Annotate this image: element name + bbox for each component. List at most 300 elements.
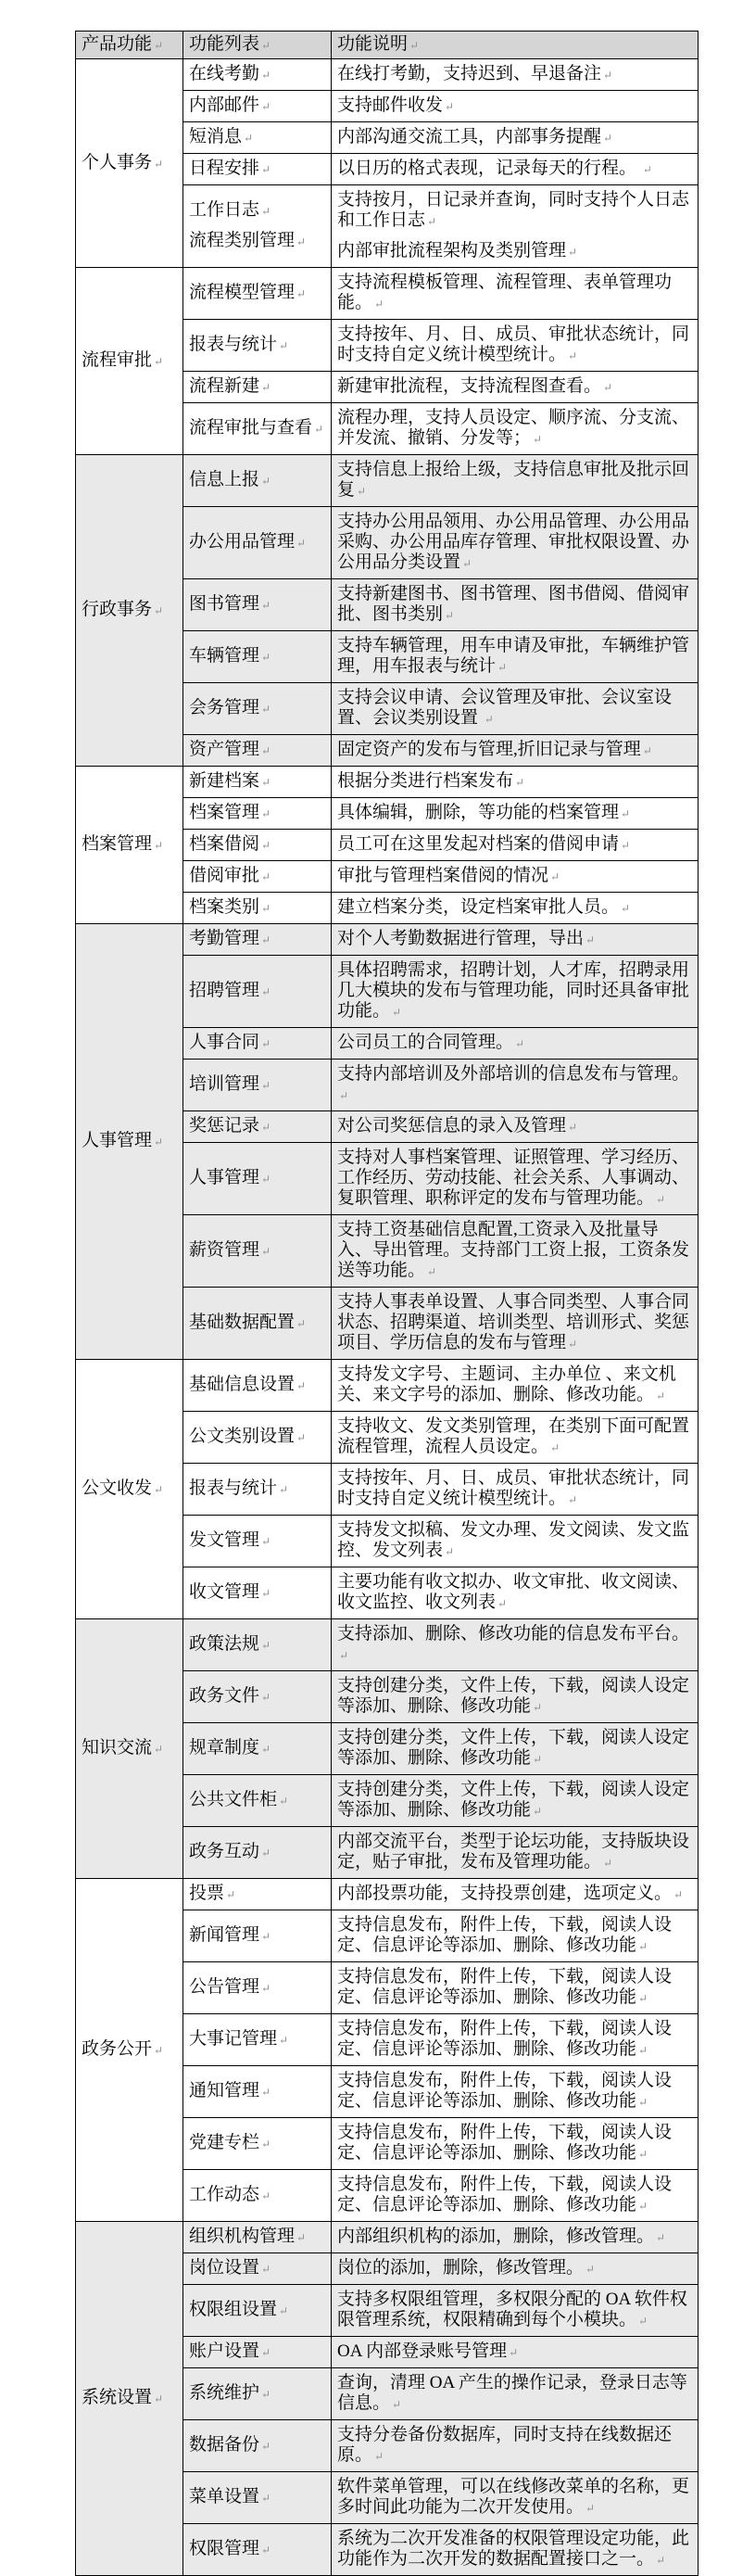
feature-name-cell <box>183 1288 332 1360</box>
paragraph-mark: ↵ <box>261 902 271 915</box>
paragraph-mark: ↵ <box>261 870 271 883</box>
feature-description <box>337 324 692 366</box>
feature-description-cell <box>332 1516 699 1567</box>
paragraph-mark: ↵ <box>642 163 652 176</box>
feature-name-cell <box>183 1464 332 1516</box>
feature-description-text: 支持发文字号、主题词、主办单位 、来文机关、来文字号的添加、删除、修改功能。 <box>337 1364 676 1404</box>
paragraph-mark: ↵ <box>261 985 271 998</box>
feature-description-text: 以日历的格式表现，记录每天的行程。 <box>337 159 641 178</box>
feature-description-text: 审批与管理档案借阅的情况 <box>337 866 549 885</box>
feature-name-text: 图书管理 <box>189 594 260 614</box>
feature-name-text: 政策法规 <box>189 1634 260 1654</box>
feature-description-cell <box>332 2118 699 2170</box>
category-cell <box>76 924 183 1360</box>
paragraph-mark: ↵ <box>568 1338 578 1351</box>
category-label-text: 个人事务 <box>82 152 153 172</box>
feature-name-text: 通知管理 <box>189 2081 260 2100</box>
feature-description-text: 在线打考勤，支持迟到、早退备注 <box>337 64 602 83</box>
feature-description <box>337 771 692 793</box>
feature-name-text: 流程新建 <box>189 376 260 396</box>
paragraph-mark: ↵ <box>296 1317 307 1330</box>
feature-description-cell <box>332 2066 699 2118</box>
feature-name-cell <box>183 631 332 683</box>
paragraph-mark: ↵ <box>533 433 543 446</box>
feature-description-text: 支持新建图书、图书管理、图书借阅、借阅审批、图书类别 <box>337 584 690 624</box>
paragraph-mark: ↵ <box>357 485 367 498</box>
feature-name <box>189 1790 325 1811</box>
feature-name-cell <box>183 1060 332 1111</box>
feature-name <box>189 470 325 491</box>
paragraph-mark: ↵ <box>261 1079 271 1092</box>
paragraph-mark: ↵ <box>568 1493 578 1506</box>
feature-name-cell <box>183 403 332 455</box>
paragraph-mark: ↵ <box>314 423 324 436</box>
table-row <box>76 59 699 91</box>
paragraph-mark: ↵ <box>261 1037 271 1050</box>
feature-description-cell <box>332 59 699 91</box>
paragraph-mark: ↵ <box>261 1535 271 1548</box>
category-label <box>82 350 177 372</box>
feature-description-cell <box>332 767 699 798</box>
paragraph-mark: ↵ <box>568 246 578 259</box>
paragraph-mark: ↵ <box>261 807 271 820</box>
table-row <box>76 1879 699 1910</box>
header-function-description-label: 功能说明 <box>337 34 409 54</box>
feature-name-text: 规章制度 <box>189 1738 260 1758</box>
table-row <box>76 455 699 507</box>
paragraph-mark: ↵ <box>568 349 578 362</box>
paragraph-mark: ↵ <box>392 2398 402 2411</box>
feature-description <box>337 1064 692 1106</box>
feature-name-cell <box>183 1215 332 1288</box>
feature-description-text: 支持工资基础信息配置,工资录入及批量导入、导出管理。支持部门工资上报，工资条发送等功能。 <box>337 1220 690 1280</box>
feature-name-cell <box>183 122 332 154</box>
feature-name-text: 政务文件 <box>189 1686 260 1706</box>
feature-description-cell <box>332 91 699 122</box>
paragraph-mark: ↵ <box>621 807 631 820</box>
feature-name <box>189 594 325 615</box>
feature-description-text: 具体招聘需求，招聘计划，人才库，招聘录用几大模块的发布与管理功能，同时还具备审批功能。 <box>337 960 690 1021</box>
paragraph-mark: ↵ <box>261 475 271 488</box>
category-cell <box>76 767 183 924</box>
feature-description-text: 对公司奖惩信息的录入及管理 <box>337 1116 567 1136</box>
feature-description <box>337 929 692 950</box>
paragraph-mark: ↵ <box>279 1483 289 1496</box>
feature-description-cell <box>332 1879 699 1910</box>
paragraph-mark: ↵ <box>585 2502 596 2515</box>
feature-name <box>189 1634 325 1656</box>
feature-name-cell <box>183 268 332 320</box>
paragraph-mark: ↵ <box>261 651 271 664</box>
feature-description-cell <box>332 2472 699 2524</box>
feature-name-text: 菜单设置 <box>189 2487 260 2506</box>
paragraph-mark: ↵ <box>409 39 420 52</box>
feature-description-text: 固定资产的发布与管理,折旧记录与管理 <box>337 740 641 759</box>
feature-name-cell <box>183 372 332 403</box>
feature-name-text: 基础信息设置 <box>189 1375 296 1394</box>
feature-name-cell <box>183 735 332 767</box>
feature-name-cell <box>183 830 332 861</box>
feature-name-text: 内部邮件 <box>189 95 260 115</box>
feature-description-cell <box>332 1360 699 1412</box>
feature-description <box>337 803 692 824</box>
feature-name-cell <box>183 1723 332 1775</box>
feature-description-text: 支持按年、月、日、成员、审批状态统计，同时支持自定义统计模型统计。 <box>337 324 690 364</box>
feature-name-text: 工作日志 <box>189 200 260 220</box>
feature-name <box>189 231 325 252</box>
feature-description <box>337 1624 692 1666</box>
feature-description <box>337 241 692 262</box>
paragraph-mark: ↵ <box>154 1743 164 1756</box>
feature-name <box>189 1313 325 1334</box>
paragraph-mark: ↵ <box>392 1006 402 1019</box>
feature-name-text: 日程安排 <box>189 159 260 178</box>
paragraph-mark: ↵ <box>154 1483 164 1496</box>
paragraph-mark: ↵ <box>154 39 164 52</box>
paragraph-mark: ↵ <box>154 2392 164 2405</box>
feature-name-text: 资产管理 <box>189 740 260 759</box>
feature-name <box>189 376 325 398</box>
feature-description <box>337 1676 692 1718</box>
feature-name-text: 短消息 <box>189 127 243 146</box>
feature-description-text: 支持信息发布，附件上传，下载，阅读人设定、信息评论等添加、删除、修改功能 <box>337 2019 673 2059</box>
feature-description <box>337 1915 692 1957</box>
feature-description <box>337 95 692 117</box>
feature-description-text: 内部组织机构的添加，删除，修改管理。 <box>337 2227 655 2246</box>
feature-name-text: 公共文件柜 <box>189 1790 278 1809</box>
feature-name-text: 档案借阅 <box>189 834 260 854</box>
feature-description <box>337 2175 692 2216</box>
feature-name-text: 投票 <box>189 1884 225 1903</box>
feature-description-cell <box>332 2014 699 2066</box>
feature-description-text: 具体编辑，删除，等功能的档案管理 <box>337 803 620 822</box>
feature-description-cell <box>332 631 699 683</box>
feature-description-cell <box>332 455 699 507</box>
feature-name-text: 办公用品管理 <box>189 532 296 552</box>
paragraph-mark: ↵ <box>261 205 271 218</box>
feature-name <box>189 834 325 856</box>
feature-name <box>189 532 325 553</box>
feature-name-text: 档案管理 <box>189 803 260 822</box>
feature-description-cell <box>332 1910 699 1962</box>
feature-name-text: 会务管理 <box>189 698 260 717</box>
paragraph-mark: ↵ <box>261 1245 271 1258</box>
paragraph-mark: ↵ <box>261 381 271 394</box>
paragraph-mark: ↵ <box>261 1691 271 1704</box>
feature-description-text: 查询，清理 OA 产生的操作记录，登录日志等信息。 <box>337 2373 687 2413</box>
paragraph-mark: ↵ <box>509 2346 519 2359</box>
paragraph-mark: ↵ <box>261 1173 271 1186</box>
category-label-text: 行政事务 <box>82 600 153 619</box>
feature-name-cell <box>183 2066 332 2118</box>
feature-name-text: 流程类别管理 <box>189 231 296 250</box>
paragraph-mark: ↵ <box>445 609 455 622</box>
paragraph-mark: ↵ <box>497 1597 508 1610</box>
feature-name-text: 信息上报 <box>189 470 260 489</box>
feature-name-text: 车辆管理 <box>189 646 260 666</box>
feature-name <box>189 698 325 719</box>
category-label <box>82 1738 177 1759</box>
feature-description-cell <box>332 1671 699 1723</box>
paragraph-mark: ↵ <box>585 2263 596 2276</box>
feature-description <box>337 2258 692 2279</box>
feature-description <box>337 584 692 626</box>
paragraph-mark: ↵ <box>154 355 164 368</box>
paragraph-mark: ↵ <box>261 69 271 82</box>
paragraph-mark: ↵ <box>154 157 164 171</box>
paragraph-mark: ↵ <box>642 744 652 757</box>
feature-name-text: 考勤管理 <box>189 929 260 948</box>
feature-name <box>189 1925 325 1947</box>
paragraph-mark: ↵ <box>261 2263 271 2276</box>
feature-description-text: 内部交流平台，类型于论坛功能，支持版块设定，贴子审批，发布及管理功能。 <box>337 1832 690 1872</box>
feature-description-text: 支持车辆管理，用车申请及审批，车辆维护管理，用车报表与统计 <box>337 636 690 676</box>
feature-name-text: 借阅审批 <box>189 866 260 885</box>
feature-name-cell <box>183 2472 332 2524</box>
paragraph-mark: ↵ <box>603 132 613 145</box>
paragraph-mark: ↵ <box>296 235 307 248</box>
feature-description-text: 公司员工的合同管理。 <box>337 1033 514 1052</box>
paragraph-mark: ↵ <box>374 2450 384 2463</box>
feature-name-cell <box>183 154 332 185</box>
paragraph-mark: ↵ <box>261 2086 271 2099</box>
feature-description-text: 内部沟通交流工具，内部事务提醒 <box>337 127 602 146</box>
paragraph-mark: ↵ <box>603 381 613 394</box>
feature-name-text: 流程审批与查看 <box>189 418 313 438</box>
paragraph-mark: ↵ <box>296 287 307 300</box>
paragraph-mark: ↵ <box>533 1753 543 1766</box>
feature-description-text: 建立档案分类，设定档案审批人员。 <box>337 897 620 917</box>
feature-name-text: 组织机构管理 <box>189 2227 296 2246</box>
feature-description-text: 支持发文拟稿、发文办理、发文阅读、发文监控、发文列表 <box>337 1520 690 1560</box>
paragraph-mark: ↵ <box>261 776 271 789</box>
feature-description-cell <box>332 2170 699 2222</box>
paragraph-mark: ↵ <box>261 39 271 52</box>
feature-name <box>189 897 325 919</box>
feature-name-cell <box>183 507 332 579</box>
feature-description-cell <box>332 1827 699 1879</box>
feature-name <box>189 2539 325 2560</box>
category-label-text: 档案管理 <box>82 834 153 854</box>
paragraph-mark: ↵ <box>296 1431 307 1444</box>
feature-description-text: 支持分卷备份数据库，同时支持在线数据还原。 <box>337 2425 673 2465</box>
feature-name-text: 岗位设置 <box>189 2258 260 2278</box>
feature-description <box>337 273 692 314</box>
header-product-function <box>76 32 183 59</box>
table-body <box>76 59 699 2576</box>
feature-description <box>337 2529 692 2570</box>
feature-name <box>189 929 325 950</box>
feature-name-cell <box>183 1143 332 1215</box>
paragraph-mark: ↵ <box>638 1992 648 2005</box>
feature-name-cell <box>183 1111 332 1143</box>
paragraph-mark: ↵ <box>261 599 271 612</box>
feature-name-cell <box>183 767 332 798</box>
feature-name-text: 人事合同 <box>189 1033 260 1052</box>
feature-description-text: 支持信息发布，附件上传，下载，阅读人设定、信息评论等添加、删除、修改功能 <box>337 2071 673 2111</box>
feature-name-text: 招聘管理 <box>189 981 260 1000</box>
paragraph-mark: ↵ <box>226 1888 236 1901</box>
feature-name-cell <box>183 2285 332 2337</box>
feature-name-text: 公告管理 <box>189 1977 260 1997</box>
feature-name <box>189 866 325 887</box>
feature-name-text: 政务互动 <box>189 1842 260 1861</box>
category-cell <box>76 59 183 268</box>
feature-name-text: 报表与统计 <box>189 335 278 354</box>
paragraph-mark: ↵ <box>339 1649 349 1662</box>
feature-description <box>337 408 692 450</box>
feature-name-text: 发文管理 <box>189 1530 260 1550</box>
paragraph-mark: ↵ <box>533 1701 543 1714</box>
feature-name <box>189 2133 325 2154</box>
paragraph-mark: ↵ <box>638 2044 648 2057</box>
feature-name-cell <box>183 2337 332 2368</box>
feature-description-cell <box>332 2337 699 2368</box>
feature-description-cell <box>332 1567 699 1619</box>
feature-name <box>189 803 325 824</box>
feature-name-cell <box>183 2368 332 2420</box>
paragraph-mark: ↵ <box>296 537 307 550</box>
table-row <box>76 924 699 956</box>
paragraph-mark: ↵ <box>279 339 289 352</box>
feature-name <box>189 1686 325 1707</box>
category-label <box>82 2388 177 2409</box>
feature-description <box>337 2341 692 2363</box>
category-label <box>82 600 177 621</box>
paragraph-mark: ↵ <box>296 2231 307 2244</box>
feature-description-cell <box>332 1288 699 1360</box>
feature-name-cell <box>183 1910 332 1962</box>
feature-name <box>189 95 325 117</box>
feature-description-cell <box>332 154 699 185</box>
paragraph-mark: ↵ <box>603 1857 613 1870</box>
feature-name <box>189 740 325 761</box>
feature-description <box>337 2425 692 2467</box>
feature-name-cell <box>183 956 332 1028</box>
feature-description <box>337 1364 692 1406</box>
feature-name <box>189 2081 325 2102</box>
feature-description-cell <box>332 507 699 579</box>
feature-description-text: 主要功能有收文拟办、收文审批、收文阅读、收文监控、收文列表 <box>337 1572 690 1612</box>
category-label-text: 公文收发 <box>82 1478 153 1498</box>
paragraph-mark: ↵ <box>484 713 494 726</box>
feature-description-cell <box>332 1143 699 1215</box>
header-function-list-label: 功能列表 <box>189 34 260 54</box>
feature-name-text: 薪资管理 <box>189 1240 260 1260</box>
paragraph-mark: ↵ <box>279 1795 289 1808</box>
feature-name-cell <box>183 2118 332 2170</box>
paragraph-mark: ↵ <box>154 604 164 617</box>
feature-name <box>189 1375 325 1396</box>
feature-description-cell <box>332 185 699 268</box>
paragraph-mark: ↵ <box>445 1545 455 1558</box>
feature-description-text: 支持邮件收发 <box>337 95 444 115</box>
category-cell <box>76 1619 183 1879</box>
paragraph-mark: ↵ <box>445 100 455 113</box>
paragraph-mark: ↵ <box>261 703 271 716</box>
paragraph-mark: ↵ <box>261 1587 271 1600</box>
paragraph-mark: ↵ <box>261 2492 271 2505</box>
feature-description-cell <box>332 1775 699 1827</box>
feature-name <box>189 2435 325 2456</box>
category-label <box>82 1478 177 1500</box>
feature-name <box>189 1842 325 1863</box>
feature-description <box>337 897 692 919</box>
paragraph-mark: ↵ <box>497 661 508 674</box>
category-label <box>82 2039 177 2061</box>
paragraph-mark: ↵ <box>568 1121 578 1134</box>
feature-description <box>337 2290 692 2331</box>
feature-name <box>189 2383 325 2405</box>
feature-name-cell <box>183 1360 332 1412</box>
feature-name-text: 工作动态 <box>189 2185 260 2204</box>
paragraph-mark: ↵ <box>515 776 525 789</box>
feature-name-cell <box>183 2014 332 2066</box>
paragraph-mark: ↵ <box>585 933 596 946</box>
feature-description-text: 根据分类进行档案发布 <box>337 771 514 791</box>
feature-name-cell <box>183 59 332 91</box>
category-label-text: 人事管理 <box>82 1131 153 1150</box>
feature-name-text: 基础数据配置 <box>189 1313 296 1332</box>
paragraph-mark: ↵ <box>279 2304 289 2317</box>
table-row <box>76 767 699 798</box>
feature-name <box>189 1116 325 1137</box>
feature-name <box>189 159 325 180</box>
feature-description <box>337 740 692 761</box>
feature-description <box>337 2373 692 2415</box>
paragraph-mark: ↵ <box>339 1089 349 1102</box>
feature-name-cell <box>183 1827 332 1879</box>
feature-description <box>337 960 692 1022</box>
feature-description <box>337 127 692 148</box>
feature-description-cell <box>332 1464 699 1516</box>
feature-description-text: 支持办公用品领用、办公用品管理、办公用品采购、办公用品库存管理、审批权限设置、办公用品分类设置 <box>337 512 690 572</box>
category-cell <box>76 2222 183 2576</box>
feature-description-text: 支持信息发布，附件上传，下载，阅读人设定、信息评论等添加、删除、修改功能 <box>337 2175 673 2214</box>
feature-description-text: OA 内部登录账号管理 <box>337 2341 508 2361</box>
category-label-text: 政务公开 <box>82 2039 153 2059</box>
feature-name-cell <box>183 1516 332 1567</box>
paragraph-mark: ↵ <box>621 902 631 915</box>
feature-description-text: 支持信息发布，附件上传，下载，阅读人设定、信息评论等添加、删除、修改功能 <box>337 1967 673 2007</box>
feature-description <box>337 2019 692 2061</box>
paragraph-mark: ↵ <box>638 2200 648 2213</box>
feature-name-text: 账户设置 <box>189 2341 260 2361</box>
feature-name <box>189 2258 325 2279</box>
feature-name-cell <box>183 1567 332 1619</box>
paragraph-mark: ↵ <box>261 2440 271 2453</box>
feature-name <box>189 64 325 85</box>
feature-name-text: 大事记管理 <box>189 2029 278 2049</box>
feature-name <box>189 1427 325 1448</box>
feature-name-cell <box>183 683 332 735</box>
paragraph-mark: ↵ <box>261 1846 271 1859</box>
feature-description-cell <box>332 2368 699 2420</box>
feature-description <box>337 834 692 856</box>
feature-description-cell <box>332 830 699 861</box>
feature-name <box>189 1074 325 1096</box>
feature-description-text: 支持信息发布，附件上传，下载，阅读人设定、信息评论等添加、删除、修改功能 <box>337 1915 673 1955</box>
feature-description-cell <box>332 403 699 455</box>
feature-description-text: 支持创建分类，文件上传，下载，阅读人设定等添加、删除、修改功能 <box>337 1728 690 1768</box>
feature-description <box>337 1572 692 1614</box>
feature-description-cell <box>332 735 699 767</box>
feature-name <box>189 2487 325 2508</box>
table-row <box>76 268 699 320</box>
feature-name-text: 奖惩记录 <box>189 1116 260 1136</box>
feature-name <box>189 1168 325 1189</box>
paragraph-mark: ↵ <box>261 163 271 176</box>
